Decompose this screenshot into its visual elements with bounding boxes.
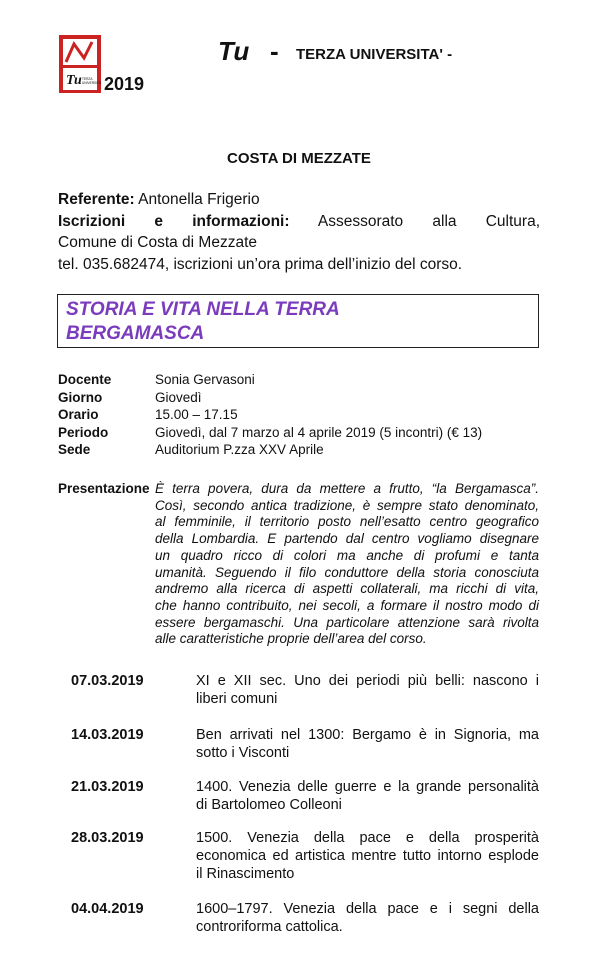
info-value: Giovedì, dal 7 marzo al 4 aprile 2019 (5 incontri) (€ 13) — [155, 424, 483, 440]
schedule-date: 14.03.2019 — [71, 727, 144, 743]
info-label: Docente — [58, 372, 112, 387]
referente-value: Antonella Frigerio — [138, 191, 260, 208]
schedule-desc-line: 1600–1797. Venezia della pace e i segni della — [196, 901, 539, 917]
info-row-docente — [58, 371, 482, 389]
schedule-date: 07.03.2019 — [71, 673, 144, 689]
info-row-sede — [58, 441, 482, 459]
presentazione-line: alle caratteristiche proprie dell’area del corso. — [155, 631, 427, 647]
schedule-desc-line: di Bartolomeo Colleoni — [196, 797, 342, 813]
schedule-date: 04.04.2019 — [71, 901, 144, 917]
schedule-desc-line: il Rinascimento — [196, 866, 295, 882]
schedule-desc-line: economica ed artistica mentre tutto intorno esplode — [196, 848, 539, 864]
comune-line: Comune di Costa di Mezzate — [58, 234, 258, 251]
contacts-block — [58, 189, 540, 275]
schedule-desc-line: XI e XII sec. Uno dei periodi più belli: nascono i — [196, 673, 539, 689]
header-year: 2019 — [104, 74, 145, 94]
course-title-line1: STORIA E VITA NELLA TERRA — [66, 299, 340, 320]
schedule-description — [196, 778, 539, 814]
svg-text:TERZA: TERZA — [82, 77, 93, 81]
info-label: Giorno — [58, 389, 103, 405]
info-value: Auditorium P.zza XXV Aprile — [155, 442, 324, 457]
schedule-description — [196, 900, 539, 936]
info-label: Periodo — [58, 424, 109, 440]
terza-universita-logo — [58, 34, 102, 94]
info-label: Orario — [58, 407, 99, 422]
schedule-desc-line: 1400. Venezia delle guerre e la grande personalità — [196, 779, 539, 795]
presentazione-label: Presentazione — [58, 481, 150, 496]
info-label: Sede — [58, 442, 91, 457]
presentazione-line: Così, secondo antica tradizione, è sempre stato denominato, — [155, 497, 539, 513]
info-value: Sonia Gervasoni — [155, 372, 255, 387]
info-row-orario — [58, 406, 482, 424]
referente-line — [58, 189, 540, 211]
schedule-description — [196, 726, 539, 762]
presentazione-line: che hanno contribuito, nei secoli, a formare il nostro modo di — [155, 597, 539, 613]
iscrizioni-label: Iscrizioni e informazioni: — [58, 212, 290, 230]
schedule-date: 28.03.2019 — [71, 830, 144, 846]
schedule-desc-line: sotto i Visconti — [196, 745, 290, 761]
schedule-date: 21.03.2019 — [71, 779, 144, 795]
presentazione-line: andremo alla ricerca di aspetti collaterali, ma ricchi di vita, — [155, 581, 539, 597]
header-org: TERZA UNIVERSITA' - — [296, 46, 453, 63]
schedule-description — [196, 672, 539, 708]
info-row-periodo — [58, 424, 482, 442]
presentazione-text — [155, 481, 539, 648]
header-dash: - — [270, 36, 279, 66]
iscrizioni-line — [58, 211, 540, 233]
presentazione-line: al femminile, il territorio posto nell’esatto centro geografico — [155, 514, 539, 530]
presentazione-line: essere bergamaschi. Una particolare attenzione sarà rivolta — [155, 614, 539, 630]
course-title-line2: BERGAMASCA — [66, 323, 205, 344]
info-value: Giovedì — [155, 389, 202, 405]
course-info-table — [58, 371, 482, 459]
schedule-desc-line: liberi comuni — [196, 691, 278, 707]
schedule-desc-line: 1500. Venezia della pace e della prosperità — [196, 830, 539, 846]
svg-text:UNIVERSITÀ: UNIVERSITÀ — [82, 81, 102, 85]
schedule-desc-line: controriforma cattolica. — [196, 919, 343, 935]
iscrizioni-value: Assessorato alla Cultura, — [317, 212, 540, 230]
presentazione-line: È terra povera, dura da mettere a frutto, “la Bergamasca”. — [155, 481, 539, 496]
presentazione-line: della Lombardia. E partendo dal centro vogliamo disegnare — [155, 531, 539, 547]
svg-text:Tu: Tu — [66, 73, 82, 88]
tel-line: tel. 035.682474, iscrizioni un’ora prima dell’inizio del corso. — [58, 255, 463, 273]
presentazione-line: umanità. Seguendo il filo conduttore della storia conosciuta — [155, 564, 539, 580]
schedule-description — [196, 829, 539, 883]
city-heading: COSTA DI MEZZATE — [227, 150, 371, 167]
info-row-giorno — [58, 389, 482, 407]
referente-label: Referente: — [58, 191, 135, 208]
info-value: 15.00 – 17.15 — [155, 407, 238, 422]
course-title-box — [57, 294, 539, 348]
header-brand: Tu — [218, 36, 250, 66]
schedule-desc-line: Ben arrivati nel 1300: Bergamo è in Signoria, ma — [196, 727, 539, 743]
presentazione-line: un quadro ricco di colori ma anche di profumi e tanta — [155, 547, 539, 563]
